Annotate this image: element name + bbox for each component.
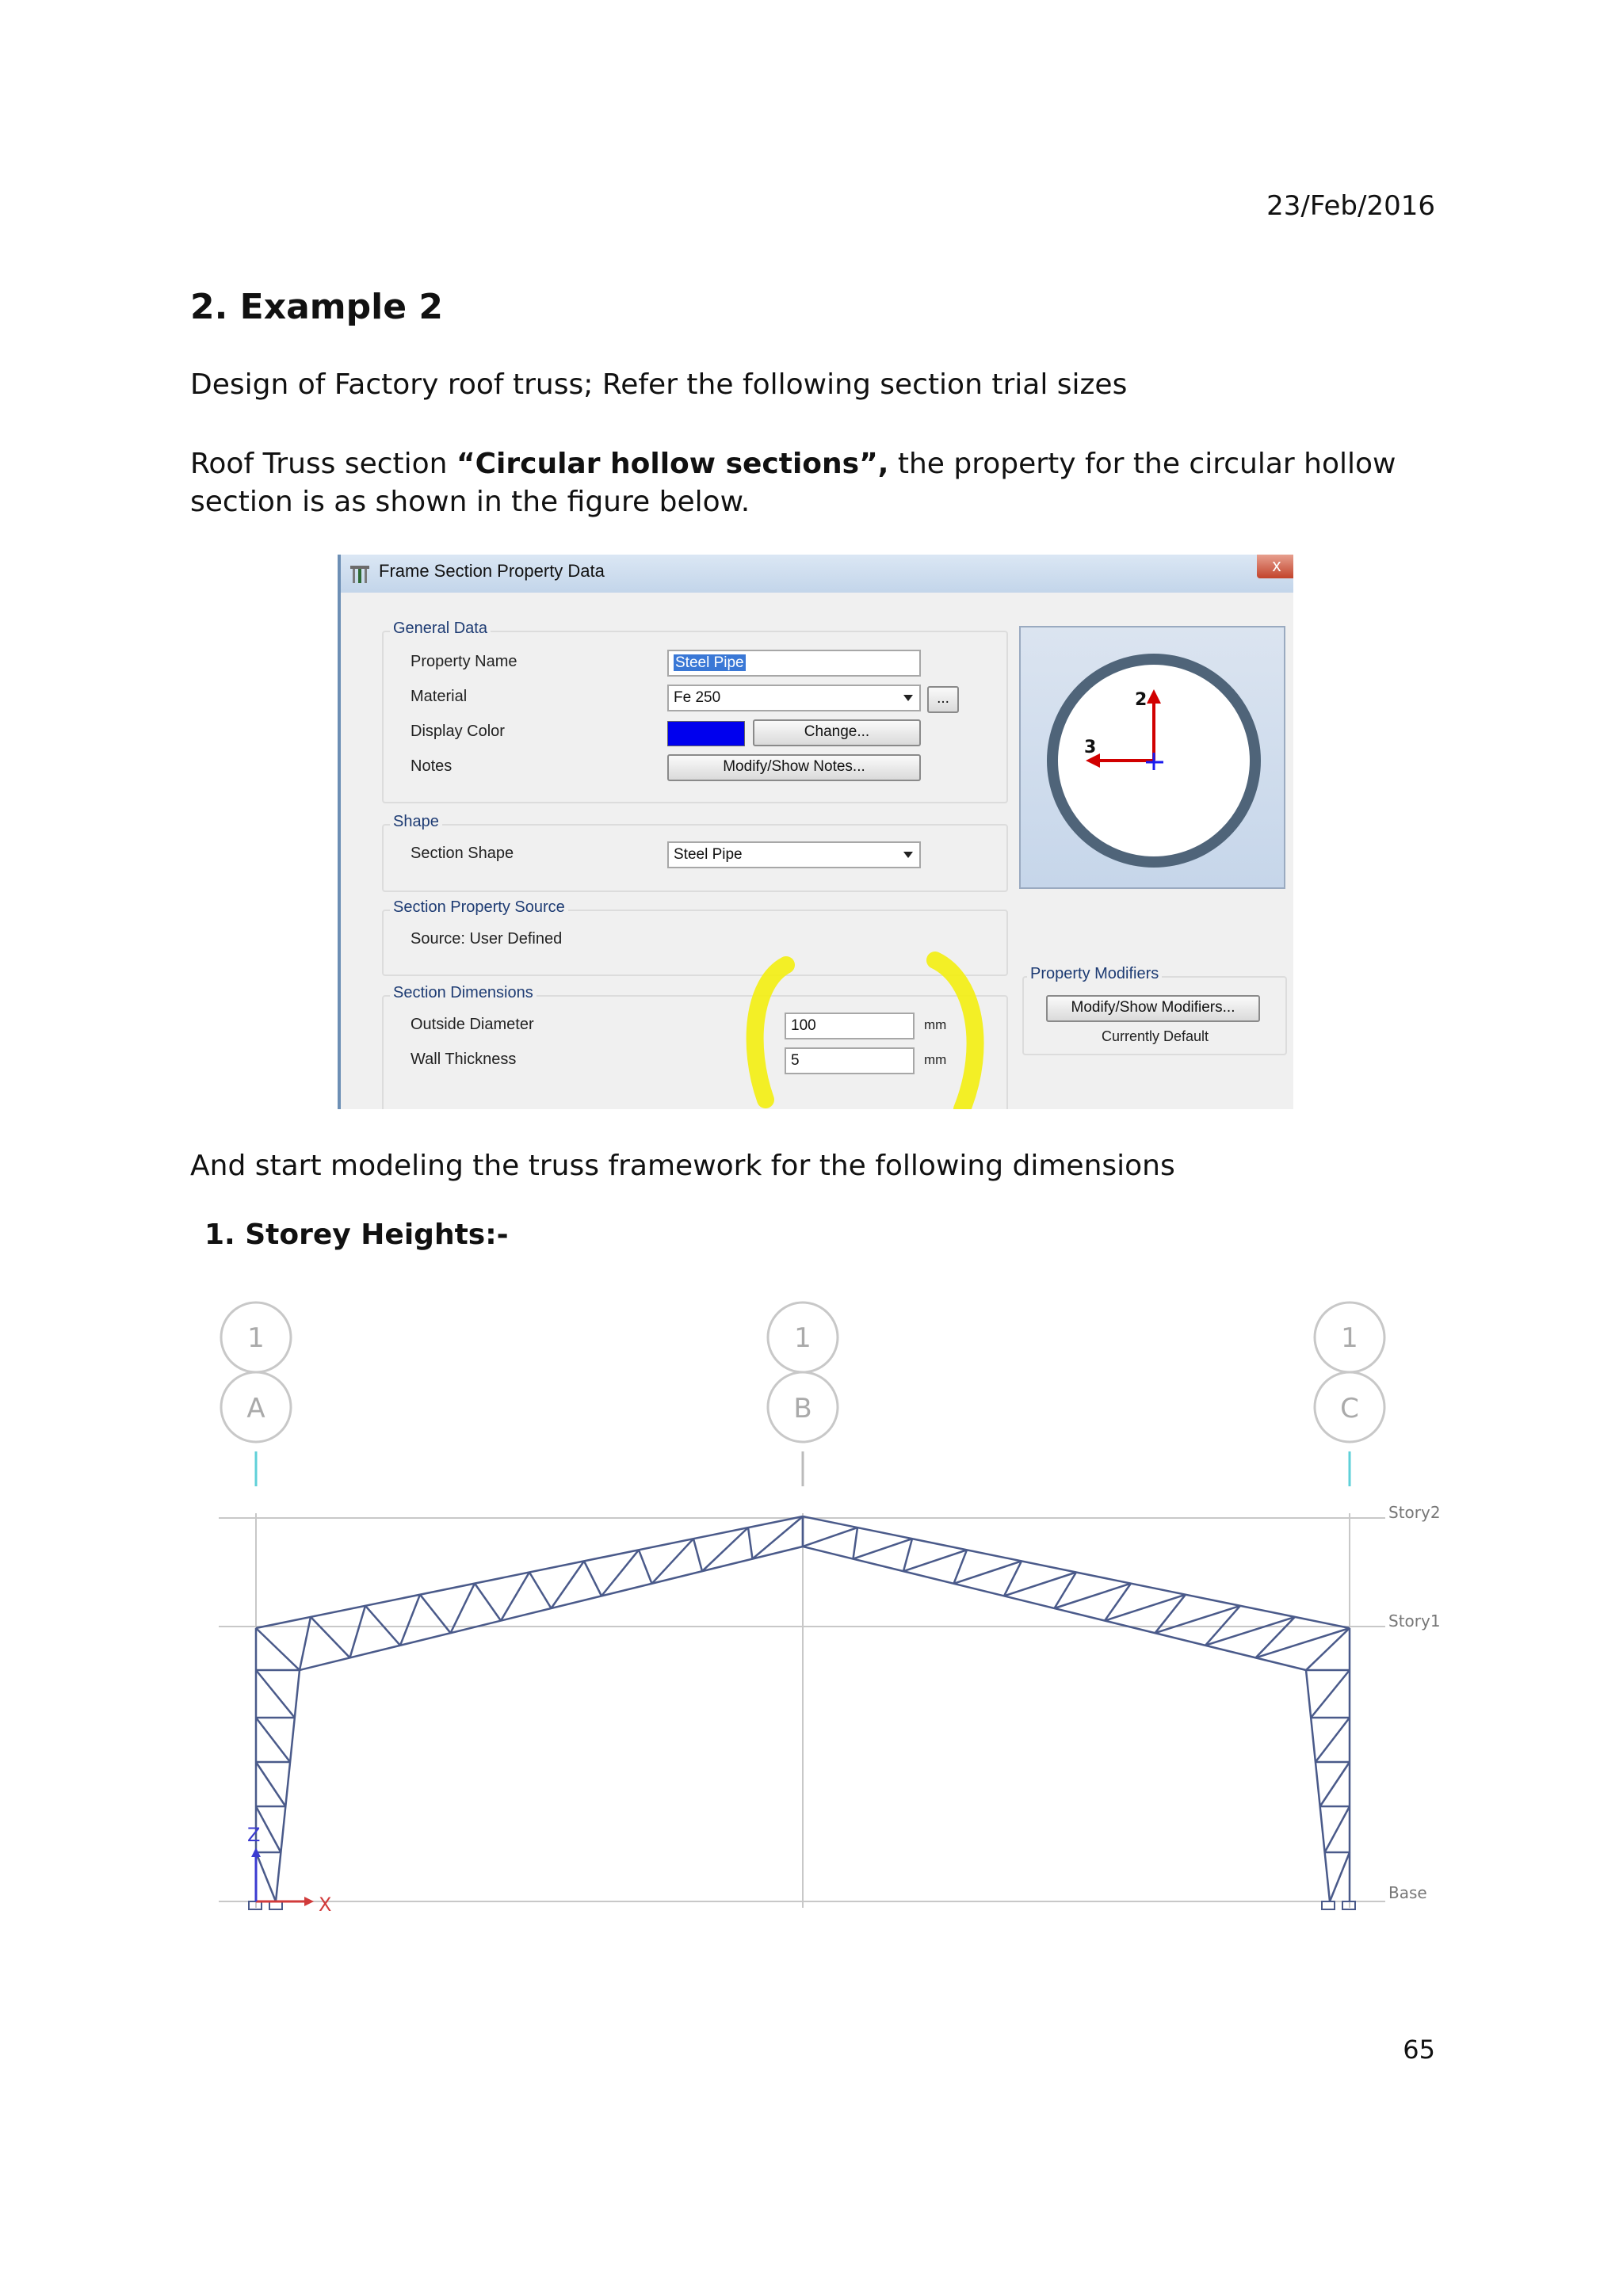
property-name-value: Steel Pipe <box>675 654 744 671</box>
modeling-paragraph: And start modeling the truss framework for the following dimensions <box>190 1150 1175 1182</box>
truss-member <box>639 1550 652 1584</box>
grid-letter-c: C <box>1340 1393 1359 1425</box>
axis-2-label: 2 <box>1135 690 1148 710</box>
truss-member <box>903 1550 967 1571</box>
truss-member <box>256 1670 295 1718</box>
paragraph-text-end: the property for the circular hollow section is as shown in the figure below. <box>190 448 1396 518</box>
truss-member <box>311 1617 350 1657</box>
intro-paragraph: Design of Factory roof truss; Refer the following section trial sizes <box>190 368 1128 401</box>
chevron-down-icon <box>903 695 913 701</box>
truss-member <box>854 1539 913 1558</box>
axis-3-label: 3 <box>1084 738 1097 757</box>
truss-member <box>256 1718 290 1762</box>
section-source-label: Section Property Source <box>390 898 568 917</box>
truss-member <box>748 1527 753 1559</box>
truss-member <box>1105 1584 1131 1621</box>
grid-bubble-b <box>768 1302 838 1442</box>
truss-member <box>954 1550 968 1584</box>
section-shape-label: Section Shape <box>411 845 514 862</box>
global-axes <box>247 1824 331 1916</box>
display-color-label: Display Color <box>411 723 505 740</box>
truss-member <box>1311 1670 1350 1718</box>
change-color-button[interactable]: Change... <box>753 719 921 746</box>
app-icon <box>349 563 371 585</box>
story2-label: Story2 <box>1388 1503 1441 1522</box>
truss-member <box>903 1539 912 1571</box>
truss-member <box>854 1527 858 1559</box>
wall-thickness-input[interactable]: 5 <box>785 1047 915 1074</box>
page-number: 65 <box>1403 2035 1435 2065</box>
truss-member <box>300 1617 311 1670</box>
truss-member <box>365 1606 400 1646</box>
section-shape-select[interactable] <box>667 841 921 868</box>
grid-number-c: 1 <box>1341 1322 1358 1354</box>
outside-diameter-label: Outside Diameter <box>411 1016 534 1033</box>
paragraph-text: Roof Truss section <box>190 448 456 480</box>
modifiers-status: Currently Default <box>1102 1028 1209 1044</box>
source-text: Source: User Defined <box>411 930 563 948</box>
section-heading: 2. Example 2 <box>190 287 443 327</box>
truss-member <box>1055 1584 1132 1608</box>
wall-thickness-label: Wall Thickness <box>411 1051 517 1068</box>
truss-member <box>276 1670 300 1901</box>
modify-notes-button[interactable]: Modify/Show Notes... <box>667 754 921 781</box>
truss-member <box>256 1628 300 1670</box>
truss-member <box>1306 1670 1330 1901</box>
axis-z-label: Z <box>247 1824 261 1846</box>
truss-member <box>475 1584 501 1621</box>
truss-member <box>256 1852 276 1901</box>
base-label: Base <box>1388 1883 1427 1902</box>
truss-member <box>1316 1718 1350 1762</box>
outside-diameter-input[interactable]: 100 <box>785 1013 915 1039</box>
grid-number-a: 1 <box>247 1322 265 1354</box>
frame-section-dialog <box>338 555 1293 1109</box>
property-name-label: Property Name <box>411 653 517 670</box>
material-value: Fe 250 <box>674 689 721 706</box>
highlight-marks <box>737 951 1022 1109</box>
grid-bubble-a <box>221 1302 291 1442</box>
chevron-down-icon <box>903 852 913 858</box>
truss-member <box>256 1762 285 1806</box>
truss-elevation-view <box>0 1268 1623 1949</box>
truss-member <box>803 1527 857 1547</box>
section-dimensions-label: Section Dimensions <box>390 984 537 1002</box>
truss-member <box>350 1606 366 1658</box>
wall-thickness-unit: mm <box>924 1052 947 1067</box>
truss-member <box>529 1573 552 1609</box>
section-paragraph <box>190 445 1426 521</box>
grid-letter-b: B <box>793 1393 812 1425</box>
storey-heights-heading: 1. Storey Heights:- <box>204 1219 509 1251</box>
notes-label: Notes <box>411 757 453 775</box>
property-name-input[interactable] <box>667 650 921 677</box>
truss-member <box>1320 1762 1350 1806</box>
truss-member <box>1325 1806 1350 1852</box>
material-select[interactable] <box>667 685 921 711</box>
axis-x-label: X <box>319 1894 332 1916</box>
dialog-titlebar <box>341 555 1293 593</box>
paragraph-bold-text: “Circular hollow sections”, <box>456 448 889 480</box>
truss-member <box>400 1595 420 1646</box>
material-more-button[interactable]: ... <box>927 686 959 713</box>
truss-member <box>1330 1852 1350 1901</box>
display-color-swatch[interactable] <box>667 721 745 746</box>
section-shape-value: Steel Pipe <box>674 846 743 863</box>
general-data-label: General Data <box>390 620 491 638</box>
truss-member <box>1105 1595 1186 1621</box>
grid-letter-a: A <box>246 1393 265 1425</box>
grid-bubble-c <box>1315 1302 1384 1442</box>
truss-member <box>584 1561 601 1596</box>
outside-diameter-unit: mm <box>924 1017 947 1032</box>
modify-modifiers-button[interactable]: Modify/Show Modifiers... <box>1046 995 1260 1022</box>
story1-label: Story1 <box>1388 1611 1441 1630</box>
dialog-title: Frame Section Property Data <box>379 561 605 581</box>
section-preview <box>1019 626 1285 889</box>
document-date: 23/Feb/2016 <box>1266 190 1435 222</box>
material-label: Material <box>411 688 468 705</box>
shape-label: Shape <box>390 813 442 831</box>
truss-member <box>451 1584 475 1634</box>
truss-member <box>501 1573 529 1621</box>
property-modifiers-label: Property Modifiers <box>1027 965 1162 983</box>
close-button[interactable]: x <box>1257 555 1293 578</box>
truss-member <box>693 1539 702 1571</box>
pipe-section-drawing <box>1021 627 1284 887</box>
grid-number-b: 1 <box>794 1322 812 1354</box>
